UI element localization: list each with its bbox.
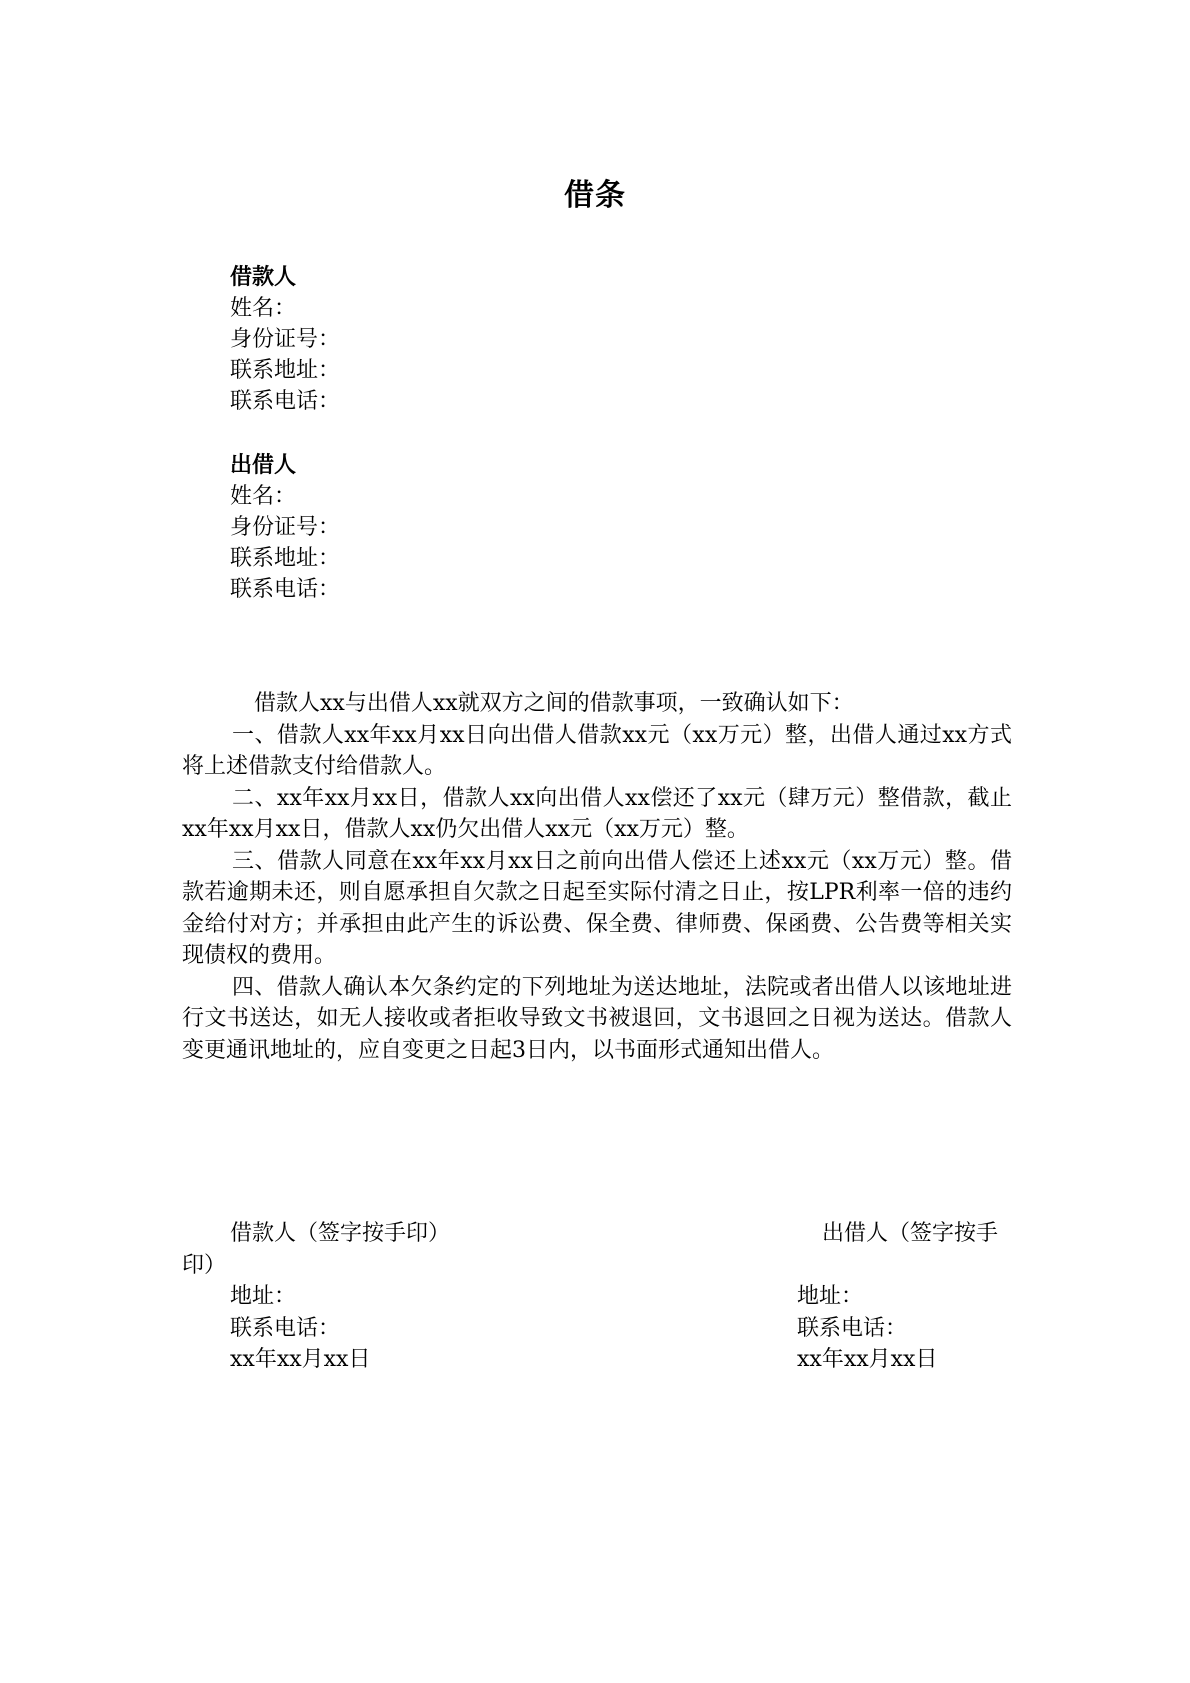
document-title: 借条 — [564, 178, 626, 213]
lender-sign-date: xx年xx月xx日 — [797, 1347, 938, 1372]
borrower-sign-address-label: 地址： — [230, 1284, 297, 1309]
clause-2: 二、xx年xx月xx日，借款人xx向出借人xx偿还了xx元（肆万元）整借款，截止xx年xx月xx日，借款人xx仍欠出借人xx元（xx万元）整。 — [182, 785, 1012, 842]
intro-paragraph: 借款人xx与出借人xx就双方之间的借款事项，一致确认如下： — [254, 691, 854, 716]
lender-name-label: 姓名： — [230, 484, 297, 509]
lender-address-label: 联系地址： — [230, 546, 341, 571]
borrower-sign-date: xx年xx月xx日 — [230, 1347, 371, 1372]
borrower-phone-label: 联系电话： — [230, 389, 341, 414]
lender-sign-address-label: 地址： — [797, 1284, 864, 1309]
clause-1: 一、借款人xx年xx月xx日向出借人借款xx元（xx万元）整，出借人通过xx方式将上述借款支付给借款人。 — [182, 722, 1012, 779]
lender-sign-phone-label: 联系电话： — [797, 1315, 908, 1341]
lender-signature-label: 出借人（签字按手 — [822, 1221, 999, 1246]
borrower-sign-phone-label: 联系电话： — [230, 1315, 341, 1341]
borrower-heading: 借款人 — [230, 265, 297, 290]
borrower-info-block — [230, 262, 930, 417]
borrower-name-label: 姓名： — [230, 296, 297, 321]
lender-heading: 出借人 — [230, 453, 297, 478]
lender-signature-block — [797, 1281, 937, 1376]
borrower-id-label: 身份证号： — [230, 327, 341, 352]
clause-3: 三、借款人同意在xx年xx月xx日之前向出借人偿还上述xx元（xx万元）整。借款若逾期未还，则自愿承担自欠款之日起至实际付清之日止，按LPR利率一倍的违约金给付对方；并承担由此产生的诉讼费、保全费、律师费、保函费、公告费等相关实现债权的费用。 — [182, 848, 1012, 968]
borrower-signature-block — [182, 1218, 782, 1376]
loan-terms-body — [182, 688, 1012, 1066]
borrower-signature-label: 借款人（签字按手印） — [230, 1221, 451, 1246]
borrower-address-label: 联系地址： — [230, 358, 341, 383]
lender-id-label: 身份证号： — [230, 515, 341, 540]
lender-phone-label: 联系电话： — [230, 577, 341, 602]
lender-info-block — [230, 450, 930, 605]
clause-4: 四、借款人确认本欠条约定的下列地址为送达地址，法院或者出借人以该地址进行文书送达，如无人接收或者拒收导致文书被退回，文书退回之日视为送达。借款人变更通讯地址的，应自变更之日起3日内，以书面形式通知出借人。 — [182, 974, 1012, 1063]
borrower-signature-label-wrap: 印） — [182, 1252, 227, 1278]
